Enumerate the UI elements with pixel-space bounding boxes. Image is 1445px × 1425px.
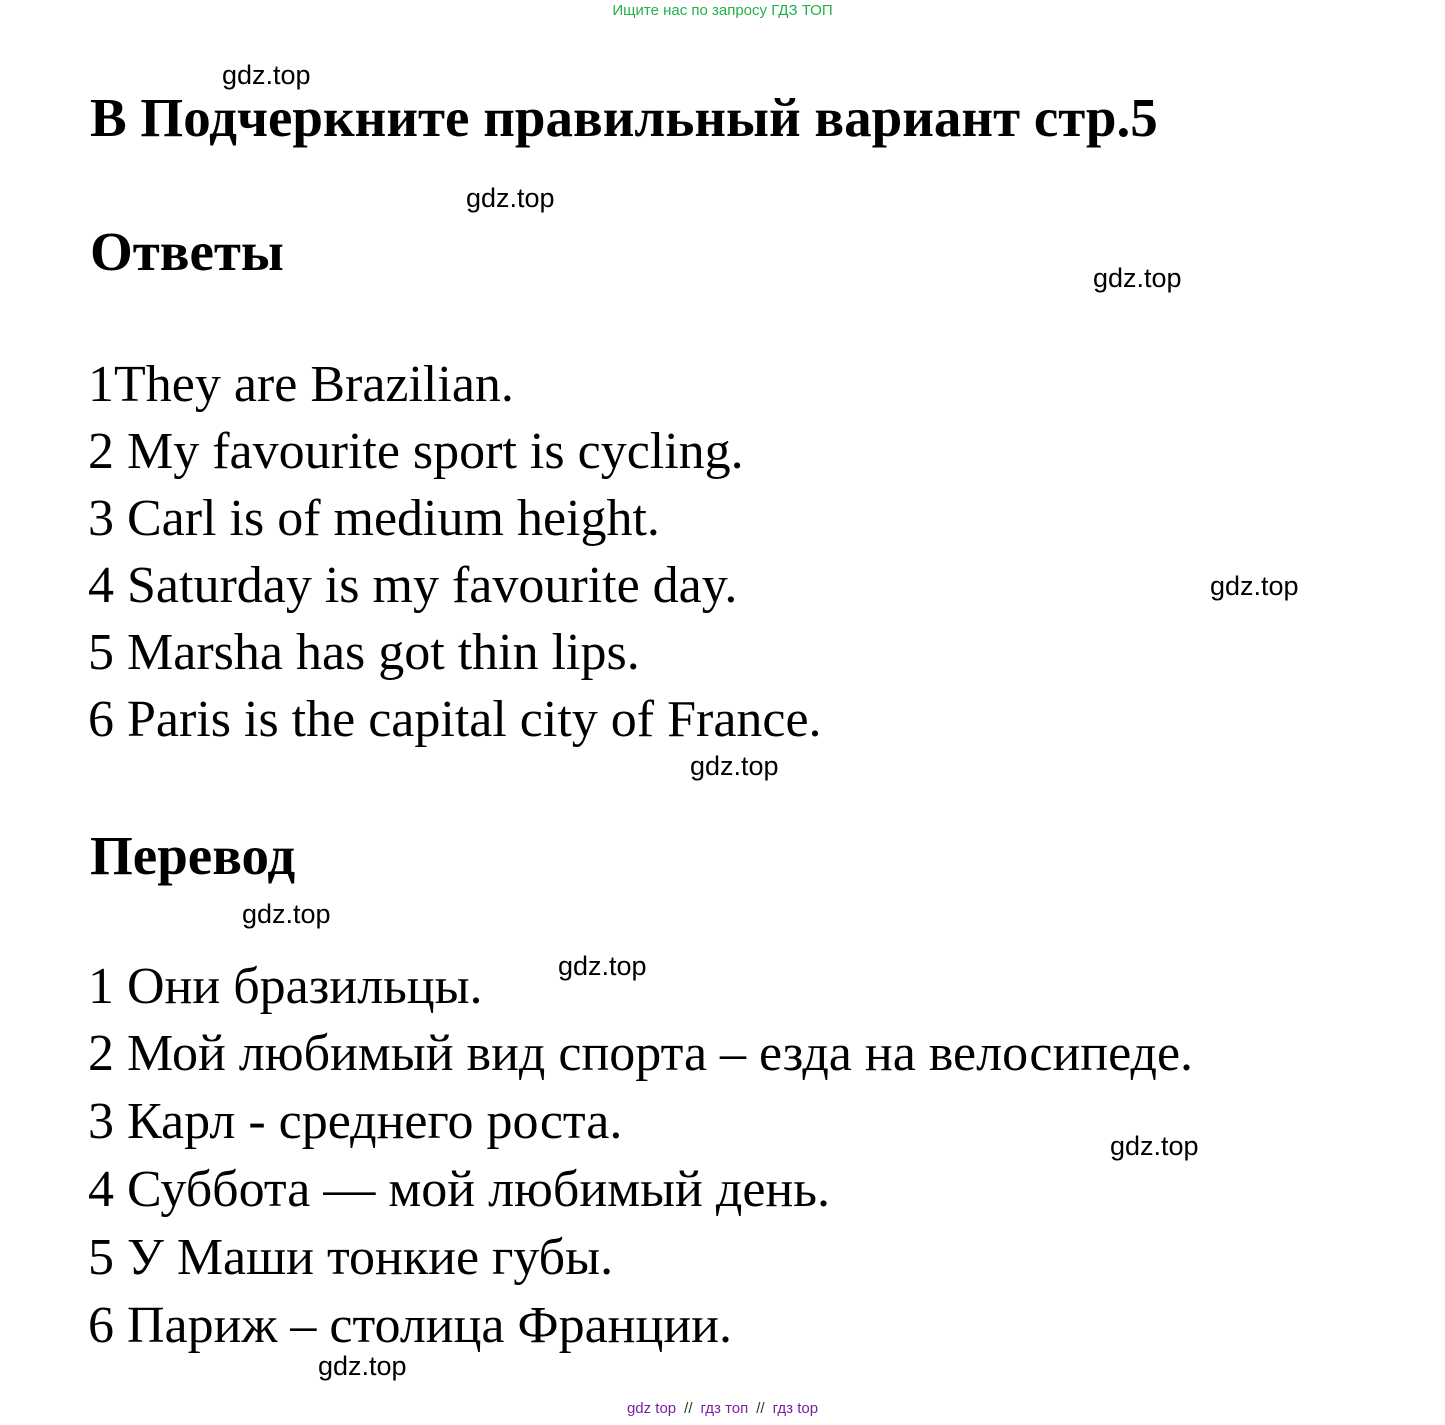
- footer: [0, 1400, 1445, 1417]
- watermark: gdz.top: [466, 183, 555, 213]
- translation-line-1: 1 Они бразильцы.: [88, 958, 483, 1015]
- translation-line-4: 4 Суббота — мой любимый день.: [88, 1161, 830, 1218]
- answer-line-6: 6 Paris is the capital city of France.: [88, 691, 822, 748]
- watermark: gdz.top: [242, 899, 331, 929]
- footer-separator: //: [756, 1400, 765, 1417]
- answer-line-3: 3 Carl is of medium height.: [88, 490, 660, 547]
- answer-line-4: 4 Saturday is my favourite day.: [88, 557, 738, 614]
- footer-separator: //: [684, 1400, 693, 1417]
- footer-link[interactable]: gdz top: [626, 1400, 677, 1417]
- footer-link[interactable]: гдз топ: [700, 1400, 749, 1417]
- footer-link[interactable]: гдз top: [772, 1400, 819, 1417]
- answer-line-5: 5 Marsha has got thin lips.: [88, 624, 640, 681]
- translation-line-6: 6 Париж – столица Франции.: [88, 1297, 732, 1354]
- watermark: gdz.top: [1210, 571, 1299, 601]
- translation-heading: Перевод: [90, 825, 296, 886]
- translation-line-3: 3 Карл - среднего роста.: [88, 1093, 623, 1150]
- watermark: gdz.top: [222, 60, 311, 90]
- translation-line-5: 5 У Маши тонкие губы.: [88, 1229, 614, 1286]
- answers-heading: Ответы: [90, 221, 284, 282]
- watermark: gdz.top: [1110, 1131, 1199, 1161]
- translation-line-2: 2 Мой любимый вид спорта – езда на велосипеде.: [88, 1025, 1194, 1082]
- page-title: В Подчеркните правильный вариант стр.5: [90, 87, 1158, 148]
- watermark: gdz.top: [1093, 263, 1182, 293]
- watermark: gdz.top: [318, 1351, 407, 1381]
- watermark: gdz.top: [690, 751, 779, 781]
- answer-line-2: 2 My favourite sport is cycling.: [88, 423, 744, 480]
- top-banner: Ищите нас по запросу ГДЗ ТОП: [612, 2, 833, 19]
- watermark: gdz.top: [558, 951, 647, 981]
- answer-line-1: 1They are Brazilian.: [88, 356, 514, 413]
